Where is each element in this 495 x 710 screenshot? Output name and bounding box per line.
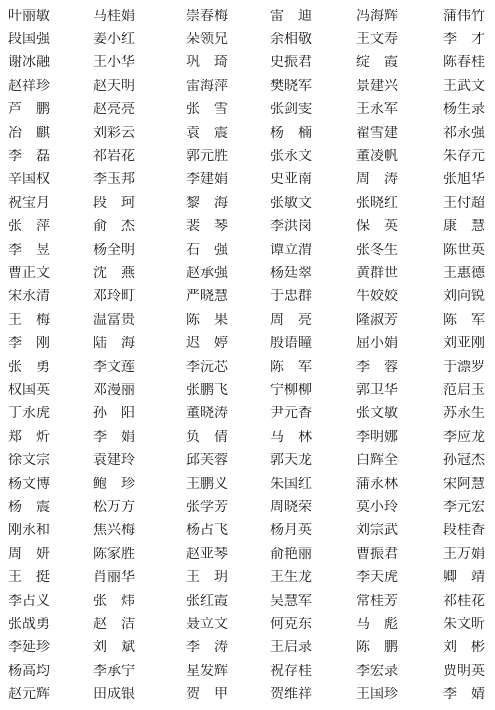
name-cell: 王小华 [93,55,135,70]
name-cell: 祁桂花 [443,593,485,608]
name-cell: 朱存元 [443,149,485,164]
name-cell: 景建兴 [356,78,398,93]
name-cell: 张敏文 [270,195,312,210]
name-cell: 李 昱 [8,242,50,257]
name-cell: 刘亚刚 [443,336,485,351]
name-cell: 陆 海 [93,336,135,351]
name-cell: 杨占飞 [186,523,228,538]
name-cell: 李 娟 [93,429,135,444]
name-cell: 李天虎 [356,570,398,585]
name-cell: 李建娟 [186,172,228,187]
name-cell: 张 雪 [186,102,228,117]
name-cell: 徐文宗 [8,453,50,468]
name-cell: 张晓红 [356,195,398,210]
name-cell: 李文莲 [93,359,135,374]
name-cell: 聂立文 [186,617,228,632]
name-cell: 史振君 [270,55,312,70]
name-cell: 保 英 [356,219,398,234]
name-cell: 杨廷翠 [270,266,312,281]
name-cell: 杨文博 [8,476,50,491]
name-cell: 刘 彬 [443,640,485,655]
name-cell: 贾明英 [443,663,485,678]
name-cell: 康 慧 [443,219,485,234]
name-cell: 李 磊 [8,149,50,164]
name-cell: 赵亮亮 [93,102,135,117]
name-cell: 段 珂 [93,195,135,210]
name-cell: 苏永生 [443,406,485,421]
name-cell: 张 勇 [8,359,50,374]
name-cell: 屈小娟 [356,336,398,351]
name-cell: 杨月英 [270,523,312,538]
name-cell: 杨生录 [443,102,485,117]
name-cell: 杨高均 [8,663,50,678]
name-cell: 段国强 [8,32,50,47]
name-cell: 马 林 [270,429,312,444]
name-cell: 史亚南 [270,172,312,187]
name-cell: 蒲永林 [356,476,398,491]
name-cell: 张学芳 [186,500,228,515]
name-cell: 张 炜 [93,593,135,608]
name-cell: 祁永强 [443,125,485,140]
name-cell: 贺维祥 [270,687,312,702]
name-cell: 刘彩云 [93,125,135,140]
name-cell: 张红霞 [186,593,228,608]
name-cell: 王万娟 [443,546,485,561]
name-cell: 陈家胜 [93,546,135,561]
name-cell: 王 挺 [8,570,50,585]
name-cell: 王武文 [443,78,485,93]
name-cell: 俞 杰 [93,219,135,234]
name-cell: 刘 斌 [93,640,135,655]
name-cell: 周 亮 [270,312,312,327]
name-cell: 赵祥珍 [8,78,50,93]
name-cell: 董晓涛 [186,406,228,421]
name-cell: 段桂香 [443,523,485,538]
name-cell: 赵承强 [186,266,228,281]
name-cell: 雷海萍 [186,78,228,93]
name-cell: 朱国红 [270,476,312,491]
name-cell: 王生龙 [270,570,312,585]
name-cell: 负 倩 [186,429,228,444]
name-cell: 冯海辉 [356,8,398,23]
name-cell: 李应龙 [443,429,485,444]
name-cell: 李明娜 [356,429,398,444]
name-cell: 于忠群 [270,289,312,304]
name-cell: 袁建玲 [93,453,135,468]
name-cell: 李占义 [8,593,50,608]
name-cell: 王 梅 [8,312,50,327]
name-cell: 于漂罗 [443,359,485,374]
name-cell: 李承宁 [93,663,135,678]
name-cell: 李 才 [443,32,485,47]
name-cell: 赵亚琴 [186,546,228,561]
name-cell: 石 强 [186,242,228,257]
name-cell: 尹元香 [270,406,312,421]
name-cell: 黄群世 [356,266,398,281]
name-cell: 孙 阳 [93,406,135,421]
name-cell: 辛国权 [8,172,50,187]
name-cell: 翟雪建 [356,125,398,140]
name-cell: 张冬生 [356,242,398,257]
name-cell: 权国英 [8,383,50,398]
name-cell: 张文敏 [356,406,398,421]
name-cell: 刚永和 [8,523,50,538]
name-cell: 张战勇 [8,617,50,632]
name-cell: 王鹏义 [186,476,228,491]
name-cell: 蒲伟竹 [443,8,485,23]
name-cell: 鲍 珍 [93,476,135,491]
name-cell: 王 玥 [186,570,228,585]
name-cell: 牛姣姣 [356,289,398,304]
name-cell: 祝宝月 [8,195,50,210]
name-cell: 宁柳柳 [270,383,312,398]
name-cell: 俞艳丽 [270,546,312,561]
name-cell: 范启玉 [443,383,485,398]
name-cell: 郭天龙 [270,453,312,468]
name-cell: 陈 鹏 [356,640,398,655]
name-cell: 谭立渭 [270,242,312,257]
name-cell: 马 彪 [356,617,398,632]
name-cell: 绽 霞 [356,55,398,70]
name-cell: 莫小玲 [356,500,398,515]
name-cell: 李 刚 [8,336,50,351]
name-cell: 余相敬 [270,32,312,47]
name-cell: 朱文昕 [443,617,485,632]
name-cell: 宋永清 [8,289,50,304]
name-cell: 沈 燕 [93,266,135,281]
name-cell: 黎 海 [186,195,228,210]
name-cell: 邓漫丽 [93,383,135,398]
name-cell: 刘向锐 [443,289,485,304]
name-cell: 李 涛 [186,640,228,655]
name-cell: 张旭华 [443,172,485,187]
name-cell: 李玉邦 [93,172,135,187]
name-cell: 吴慧军 [270,593,312,608]
name-cell: 李沅芯 [186,359,228,374]
name-cell: 李延珍 [8,640,50,655]
name-cell: 隆淑芳 [356,312,398,327]
name-cell: 王启录 [270,640,312,655]
name-cell: 姜小红 [93,32,135,47]
name-cell: 周 妍 [8,546,50,561]
name-cell: 严晓慧 [186,289,228,304]
name-cell: 樊晓军 [270,78,312,93]
name-cell: 周晓荣 [270,500,312,515]
name-cell: 殷语瞳 [270,336,312,351]
name-cell: 曹正文 [8,266,50,281]
name-cell: 董凌帆 [356,149,398,164]
name-cell: 王惠德 [443,266,485,281]
name-cell: 刘宗武 [356,523,398,538]
name-cell: 白辉全 [356,453,398,468]
name-cell: 丁永虎 [8,406,50,421]
name-cell: 陈春桂 [443,55,485,70]
name-cell: 迟 婷 [186,336,228,351]
name-cell: 周 涛 [356,172,398,187]
name-cell: 冶 麒 [8,125,50,140]
name-cell: 裴 琴 [186,219,228,234]
name-cell: 曹振君 [356,546,398,561]
name-cell: 陈世英 [443,242,485,257]
name-cell: 赵天明 [93,78,135,93]
name-cell: 郑 炘 [8,429,50,444]
name-cell: 邱芙蓉 [186,453,228,468]
name-cell: 李 蓉 [356,359,398,374]
name-cell: 肖丽华 [93,570,135,585]
name-cell: 巩 琦 [186,55,228,70]
name-cell: 马桂娟 [93,8,135,23]
name-cell: 祝存桂 [270,663,312,678]
name-cell: 温富贵 [93,312,135,327]
name-cell: 王永军 [356,102,398,117]
name-cell: 贺 甲 [186,687,228,702]
name-cell: 陈 军 [270,359,312,374]
name-cell: 赵 洁 [93,617,135,632]
name-cell: 陈 果 [186,312,228,327]
name-cell: 卿 靖 [443,570,485,585]
name-cell: 雷 迪 [270,8,312,23]
name-cell: 杨 震 [8,500,50,515]
name-cell: 谢冰融 [8,55,50,70]
name-cell: 李元宏 [443,500,485,515]
name-cell: 杨全明 [93,242,135,257]
name-cell: 陈 军 [443,312,485,327]
name-cell: 朵领兄 [186,32,228,47]
name-cell: 宋阿慧 [443,476,485,491]
name-cell: 田成银 [93,687,135,702]
name-cell: 王付超 [443,195,485,210]
name-cell: 芦 鹏 [8,102,50,117]
name-cell: 袁 震 [186,125,228,140]
name-cell: 何克东 [270,617,312,632]
name-cell: 焦兴梅 [93,523,135,538]
name-cell: 郭元胜 [186,149,228,164]
name-cell: 松万方 [93,500,135,515]
name-cell: 张剑雯 [270,102,312,117]
name-cell: 张鹏飞 [186,383,228,398]
name-cell: 孙冠杰 [443,453,485,468]
name-cell: 叶丽敏 [8,8,50,23]
name-cell: 李 婧 [443,687,485,702]
name-cell: 张永文 [270,149,312,164]
name-cell: 星发辉 [186,663,228,678]
name-cell: 张 萍 [8,219,50,234]
name-cell: 李洪岗 [270,219,312,234]
name-cell: 崇春梅 [186,8,228,23]
name-cell: 王国珍 [356,687,398,702]
name-cell: 常桂芳 [356,593,398,608]
name-cell: 杨 楠 [270,125,312,140]
name-cell: 赵元辉 [8,687,50,702]
name-cell: 祁岩花 [93,149,135,164]
name-cell: 郭卫华 [356,383,398,398]
name-cell: 邓玲町 [93,289,135,304]
name-cell: 王文寿 [356,32,398,47]
name-cell: 李宏录 [356,663,398,678]
